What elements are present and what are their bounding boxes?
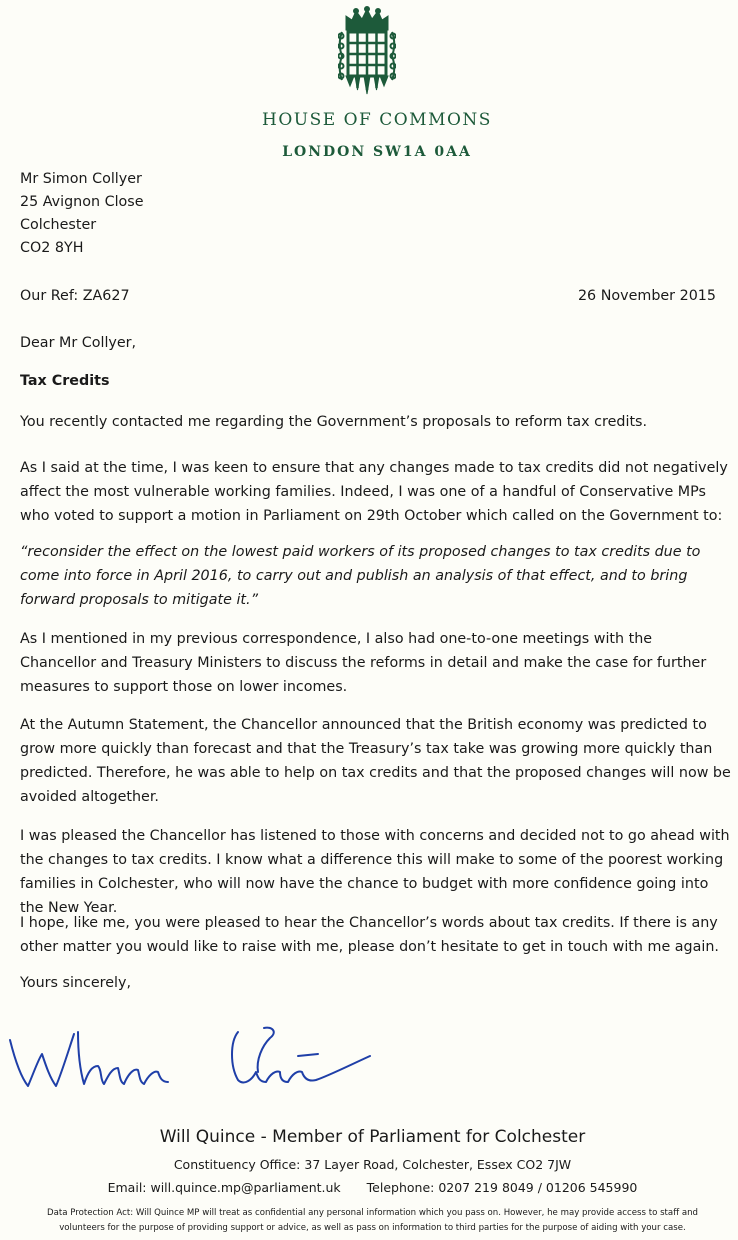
letterhead-title: HOUSE OF COMMONS [262, 110, 492, 130]
footer-mp-name: Will Quince - Member of Parliament for Colchester [159, 1127, 586, 1147]
paragraph-1: You recently contacted me regarding the Government’s proposals to reform tax credits. [20, 414, 648, 430]
subject-heading: Tax Credits [20, 373, 110, 389]
closing: Yours sincerely, [20, 975, 131, 991]
recipient-street: 25 Avignon Close [20, 194, 144, 210]
recipient-town: Colchester [20, 217, 97, 233]
paragraph-2: As I said at the time, I was keen to ensure that any changes made to tax credits did not negatively affect the most vulnerable working families. Indeed, I was one of a handful of Conservative MPs who voted to support a motion in Parliament on 29th October which called on the Government to: [20, 460, 728, 524]
paragraph-3: As I mentioned in my previous correspondence, I also had one-to-one meetings with the Chancellor and Treasury Ministers to discuss the reforms in detail and make the case for further measures to support those on lower incomes. [20, 631, 707, 695]
dpa-line-1: Data Protection Act: Will Quince MP will treat as confidential any personal information which you pass on. However, he may provide access to staff and [46, 1208, 699, 1218]
recipient-name: Mr Simon Collyer [20, 171, 142, 187]
salutation: Dear Mr Collyer, [20, 335, 137, 351]
paragraph-6: I hope, like me, you were pleased to hear the Chancellor’s words about tax credits. If there is any other matter you would like to raise with me, please don’t hesitate to get in touch with me again. [20, 915, 719, 955]
footer-office-address: Constituency Office: 37 Layer Road, Colchester, Essex CO2 7JW [173, 1157, 572, 1172]
letter-date: 26 November 2015 [577, 288, 716, 304]
paragraph-4: At the Autumn Statement, the Chancellor announced that the British economy was predicted to grow more quickly than forecast and that the Treasury’s tax take was growing more quickly than predicted. Therefore, he was able to help on tax credits and that the proposed changes will now be avoided altogether. [20, 717, 731, 805]
paragraph-5: I was pleased the Chancellor has listened to those with concerns and decided not to go ahead with the changes to tax credits. I know what a difference this will make to some of the poorest working families in Colchester, who will now have the chance to budget with more confidence going into the New Year. [20, 828, 730, 916]
footer-contact [0, 1180, 738, 1195]
footer-email: Email: will.quince.mp@parliament.uk [107, 1180, 341, 1195]
recipient-postcode: CO2 8YH [20, 240, 84, 256]
quote-paragraph: “reconsider the effect on the lowest paid workers of its proposed changes to tax credits due to come into force in April 2016, to carry out and publish an analysis of that effect, and to bring forward proposals to mitigate it.” [20, 544, 701, 608]
footer-data-protection [0, 1206, 738, 1236]
signature [8, 1026, 388, 1096]
portcullis-icon [338, 6, 396, 102]
dpa-line-2: volunteers for the purpose of providing support or advice, as well as pass on information to third parties for the purpose of aiding with your case. [59, 1223, 686, 1233]
footer-telephone: Telephone: 0207 219 8049 / 01206 545990 [366, 1180, 638, 1195]
letterhead-address: LONDON SW1A 0AA [282, 144, 472, 160]
reference: Our Ref: ZA627 [20, 288, 130, 304]
